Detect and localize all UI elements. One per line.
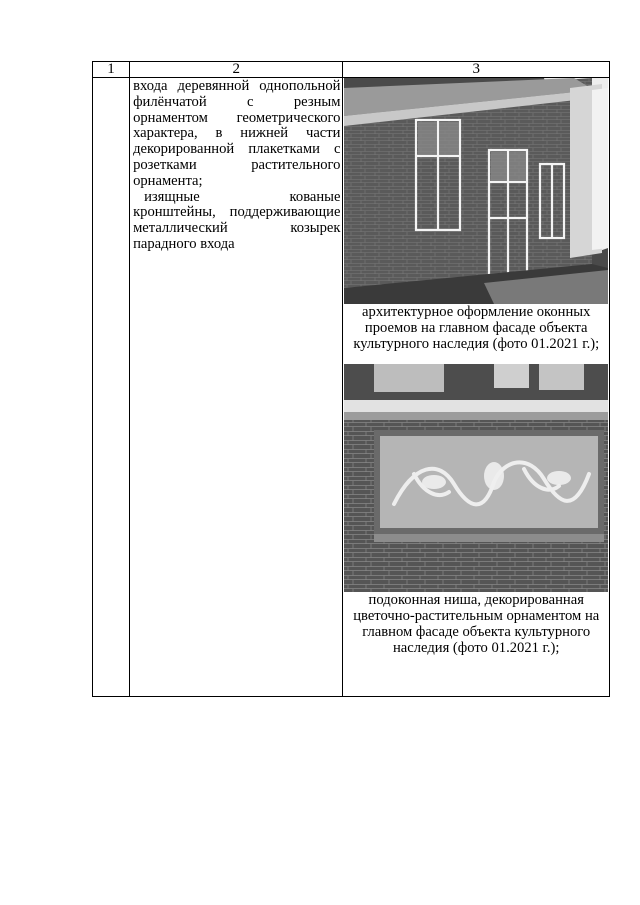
data-table: [92, 61, 610, 697]
facade-windows-photo: [344, 78, 608, 304]
photo-cell: [343, 78, 610, 697]
table-row: [93, 78, 610, 697]
description-cell: [130, 78, 343, 697]
document-sheet: [92, 61, 610, 697]
photo-caption-1: архитектурное оформление оконных проемов на главном фасаде объекта культурного наследия (фото 01.2021 г.);: [353, 304, 600, 352]
window-niche-photo: [344, 364, 608, 592]
header-cell-1: 1: [93, 62, 130, 78]
description-paragraph-2: изящные кованые кронштейны, поддерживающие металлический козырек парадного входа: [133, 188, 341, 252]
description-paragraph-1: входа деревянной однопольной филёнчатой с резным орнаментом геометрического характера, в нижней части декорированной плакетками с розетками растительного орнамента;: [133, 78, 341, 189]
header-cell-2: 2: [130, 62, 343, 78]
row-number-cell: [93, 78, 130, 697]
header-cell-3: 3: [343, 62, 610, 78]
header-row: [93, 62, 610, 78]
photo-caption-2: подоконная ниша, декорированная цветочно-растительным орнаментом на главном фасаде объекта культурного наследия (фото 01.2021 г.);: [353, 592, 600, 656]
